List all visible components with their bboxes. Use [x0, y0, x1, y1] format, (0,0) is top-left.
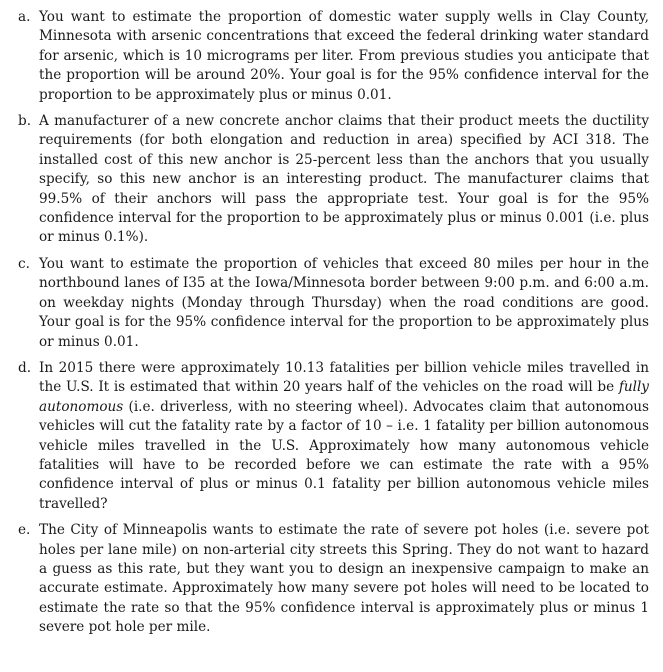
problem-text-segment: A manufacturer of a new concrete anchor claims that their product meets the ductility requirements (for both elongation and reduction in area) specified by ACI 318. The installed cost of this new anchor is 25-percent less than the anchors that you usually specify, so this new anchor is an interesting product. The manufacturer claims that 99.5% of their anchors will pass the appropriate test. Your goal is for the 95% confidence interval for the proportion to be approximately plus or minus 0.001 (i.e. plus or minus 0.1%).	[39, 113, 649, 246]
problem-item-b	[18, 112, 649, 248]
problem-marker: a.	[18, 9, 31, 25]
problem-item-e	[18, 521, 649, 637]
problem-text-segment: You want to estimate the proportion of domestic water supply wells in Clay County, Minnesota with arsenic concentrations that exceed the federal drinking water standard for arsenic, which is 10 micrograms per liter. From previous studies you anticipate that the proportion will be around 20%. Your goal is for the 95% confidence interval for the proportion to be approximately plus or minus 0.01.	[39, 9, 649, 103]
problem-item-c	[18, 255, 649, 352]
problem-text	[39, 359, 649, 514]
problem-text-segment: You want to estimate the proportion of vehicles that exceed 80 miles per hour in the northbound lanes of I35 at the Iowa/Minnesota border between 9:00 p.m. and 6:00 a.m. on weekday nights (Monday through Thursday) when the road conditions are good. Your goal is for the 95% confidence interval for the proportion to be approximately plus or minus 0.01.	[39, 255, 649, 350]
problem-text	[39, 8, 649, 105]
problem-text-segment: In 2015 there were approximately 10.13 fatalities per billion vehicle miles travelled in the U.S. It is estimated that within 20 years half of the vehicles on the road will be	[39, 359, 649, 396]
problem-text	[39, 112, 649, 248]
problem-item-a	[18, 8, 649, 105]
problem-text-segment: The City of Minneapolis wants to estimate the rate of severe pot holes (i.e. severe pot holes per lane mile) on non-arterial city streets this Spring. They do not want to hazard a guess as this rate, but they want you to design an inexpensive campaign to make an accurate estimate. Approximately how many severe pot holes will need to be located to estimate the rate so that the 95% confidence interval is approximately plus or minus 1 severe pot hole per mile.	[39, 522, 649, 636]
problem-text	[39, 521, 649, 637]
problem-text-segment: (i.e. driverless, with no steering wheel). Advocates claim that autonomous vehicles will cut the fatality rate by a factor of 10 – i.e. 1 fatality per billion autonomous vehicle miles travelled in the U.S. Approximately how many autonomous vehicle fatalities will have to be recorded before we can estimate the rate with a 95% confidence interval of plus or minus 0.1 fatality per billion autonomous vehicle miles travelled?	[39, 398, 649, 512]
problem-marker: e.	[18, 522, 31, 539]
problem-marker: c.	[18, 255, 30, 272]
problem-item-d	[18, 359, 649, 514]
emphasized-term: fully autonomous	[39, 379, 649, 415]
problem-marker: d.	[18, 359, 32, 376]
problem-marker: b.	[18, 113, 32, 130]
problem-text	[39, 255, 649, 352]
